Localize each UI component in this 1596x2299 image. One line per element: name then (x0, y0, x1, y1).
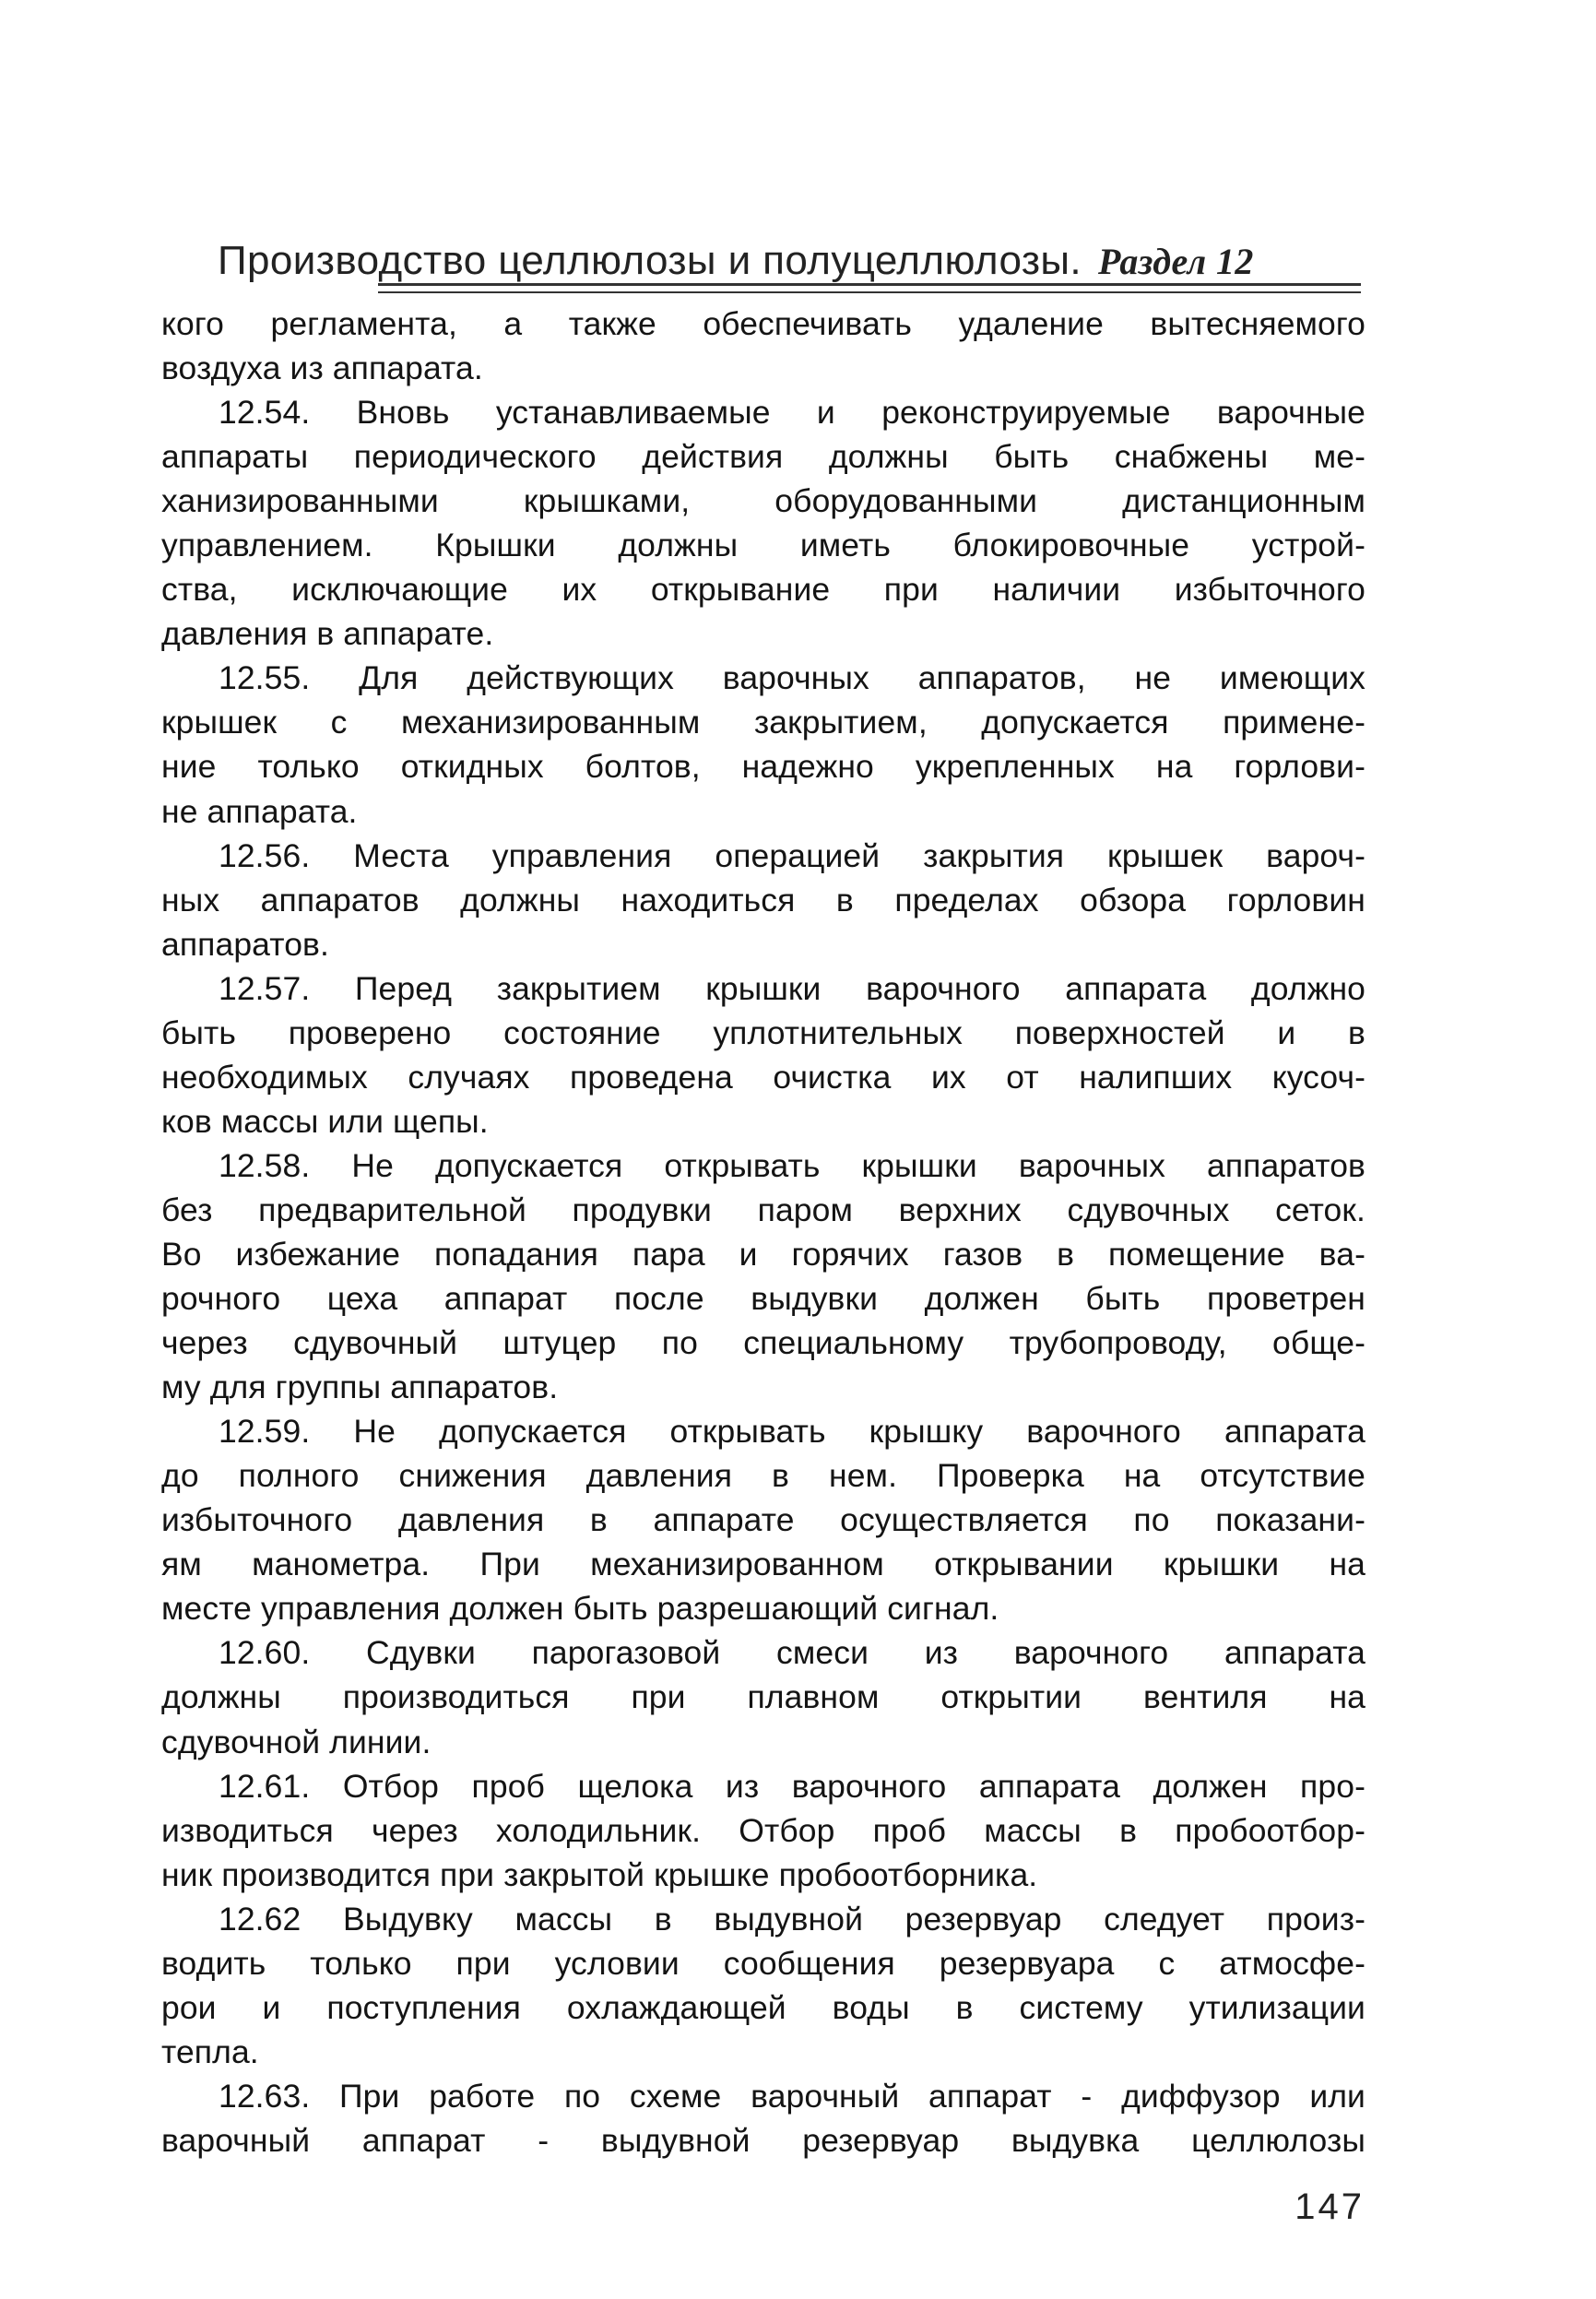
text-line: Во избежание попадания пара и горячих газов в помещение ва- (161, 1235, 1365, 1273)
text-line: рочного цеха аппарат после выдувки должен быть проветрен (161, 1280, 1365, 1318)
text-line: ханизированными крышками, оборудованными дистанционным (161, 482, 1365, 520)
text-line: ние только откидных болтов, надежно укрепленных на горлови- (161, 748, 1365, 786)
text-line: му для группы аппаратов. (161, 1369, 559, 1406)
running-header-title: Производство целлюлозы и полуцеллюлозы. (218, 238, 1082, 283)
clause-12-61-start: 12.61. Отбор проб щелока из варочного аппарата должен про- (219, 1767, 1365, 1805)
text-line: без предварительной продувки паром верхних сдувочных сеток. (161, 1191, 1365, 1228)
text-line: аппаратов. (161, 925, 329, 963)
header-rule (378, 283, 1361, 286)
text-line: ных аппаратов должны находиться в пределах обзора горловин (161, 881, 1365, 918)
text-line: крышек с механизированным закрытием, допускается примене- (161, 704, 1365, 741)
clause-12-57-start: 12.57. Перед закрытием крышки варочного аппарата должно (219, 969, 1365, 1007)
running-header (218, 233, 1361, 289)
text-line: до полного снижения давления в нем. Проверка на отсутствие (161, 1457, 1365, 1495)
clause-12-55-start: 12.55. Для действующих варочных аппаратов, не имеющих (219, 659, 1365, 697)
body-text (161, 302, 1365, 2164)
clause-12-62-start: 12.62 Выдувку массы в выдувной резервуар следует произ- (219, 1900, 1365, 1938)
text-line: тепла. (161, 2032, 259, 2070)
text-line: давления в аппарате. (161, 615, 494, 653)
text-line: ник производится при закрытой крышке пробоотборника. (161, 1855, 1038, 1893)
text-line: изводиться через холодильник. Отбор проб массы в пробоотбор- (161, 1811, 1365, 1849)
text-line: управлением. Крышки должны иметь блокировочные устрой- (161, 527, 1365, 564)
text-line: избыточного давления в аппарате осуществляется по показани- (161, 1501, 1365, 1539)
page-number: 147 (1295, 2186, 1365, 2227)
clause-12-59-start: 12.59. Не допускается открывать крышку варочного аппарата (219, 1413, 1365, 1451)
clause-12-54-start: 12.54. Вновь устанавливаемые и реконструируемые варочные (219, 394, 1365, 432)
running-header-section: Раздел 12 (1098, 241, 1254, 282)
text-line: не аппарата. (161, 792, 358, 830)
text-line: сдувочной линии. (161, 1723, 432, 1760)
clause-12-56-start: 12.56. Места управления операцией закрытия крышек вароч- (219, 836, 1365, 874)
clause-12-58-start: 12.58. Не допускается открывать крышки варочных аппаратов (219, 1146, 1365, 1184)
text-line: воздуха из аппарата. (161, 350, 483, 387)
text-line: варочный аппарат - выдувной резервуар выдувка целлюлозы (161, 2121, 1365, 2159)
text-line: ям манометра. При механизированном открывании крышки на (161, 1546, 1365, 1583)
text-line: аппараты периодического действия должны быть снабжены ме- (161, 438, 1365, 476)
text-line: быть проверено состояние уплотнительных поверхностей и в (161, 1013, 1365, 1051)
text-line: водить только при условии сообщения резервуара с атмосфе- (161, 1944, 1365, 1982)
header-rule-thin (378, 291, 1361, 293)
text-line: должны производиться при плавном открытии вентиля на (161, 1678, 1365, 1716)
text-line: ков массы или щепы. (161, 1102, 489, 1140)
text-line: рои и поступления охлаждающей воды в систему утилизации (161, 1988, 1365, 2026)
text-line: месте управления должен быть разрешающий сигнал. (161, 1590, 999, 1628)
text-line: кого регламента, а также обеспечивать удаление вытесняемого (161, 305, 1365, 342)
text-line: ства, исключающие их открывание при наличии избыточного (161, 571, 1365, 609)
clause-12-63-start: 12.63. При работе по схеме варочный аппарат - диффузор или (219, 2077, 1365, 2115)
clause-12-60-start: 12.60. Сдувки парогазовой смеси из варочного аппарата (219, 1634, 1365, 1672)
text-line: через сдувочный штуцер по специальному трубопроводу, обще- (161, 1324, 1365, 1362)
text-line: необходимых случаях проведена очистка их от налипших кусоч- (161, 1058, 1365, 1096)
